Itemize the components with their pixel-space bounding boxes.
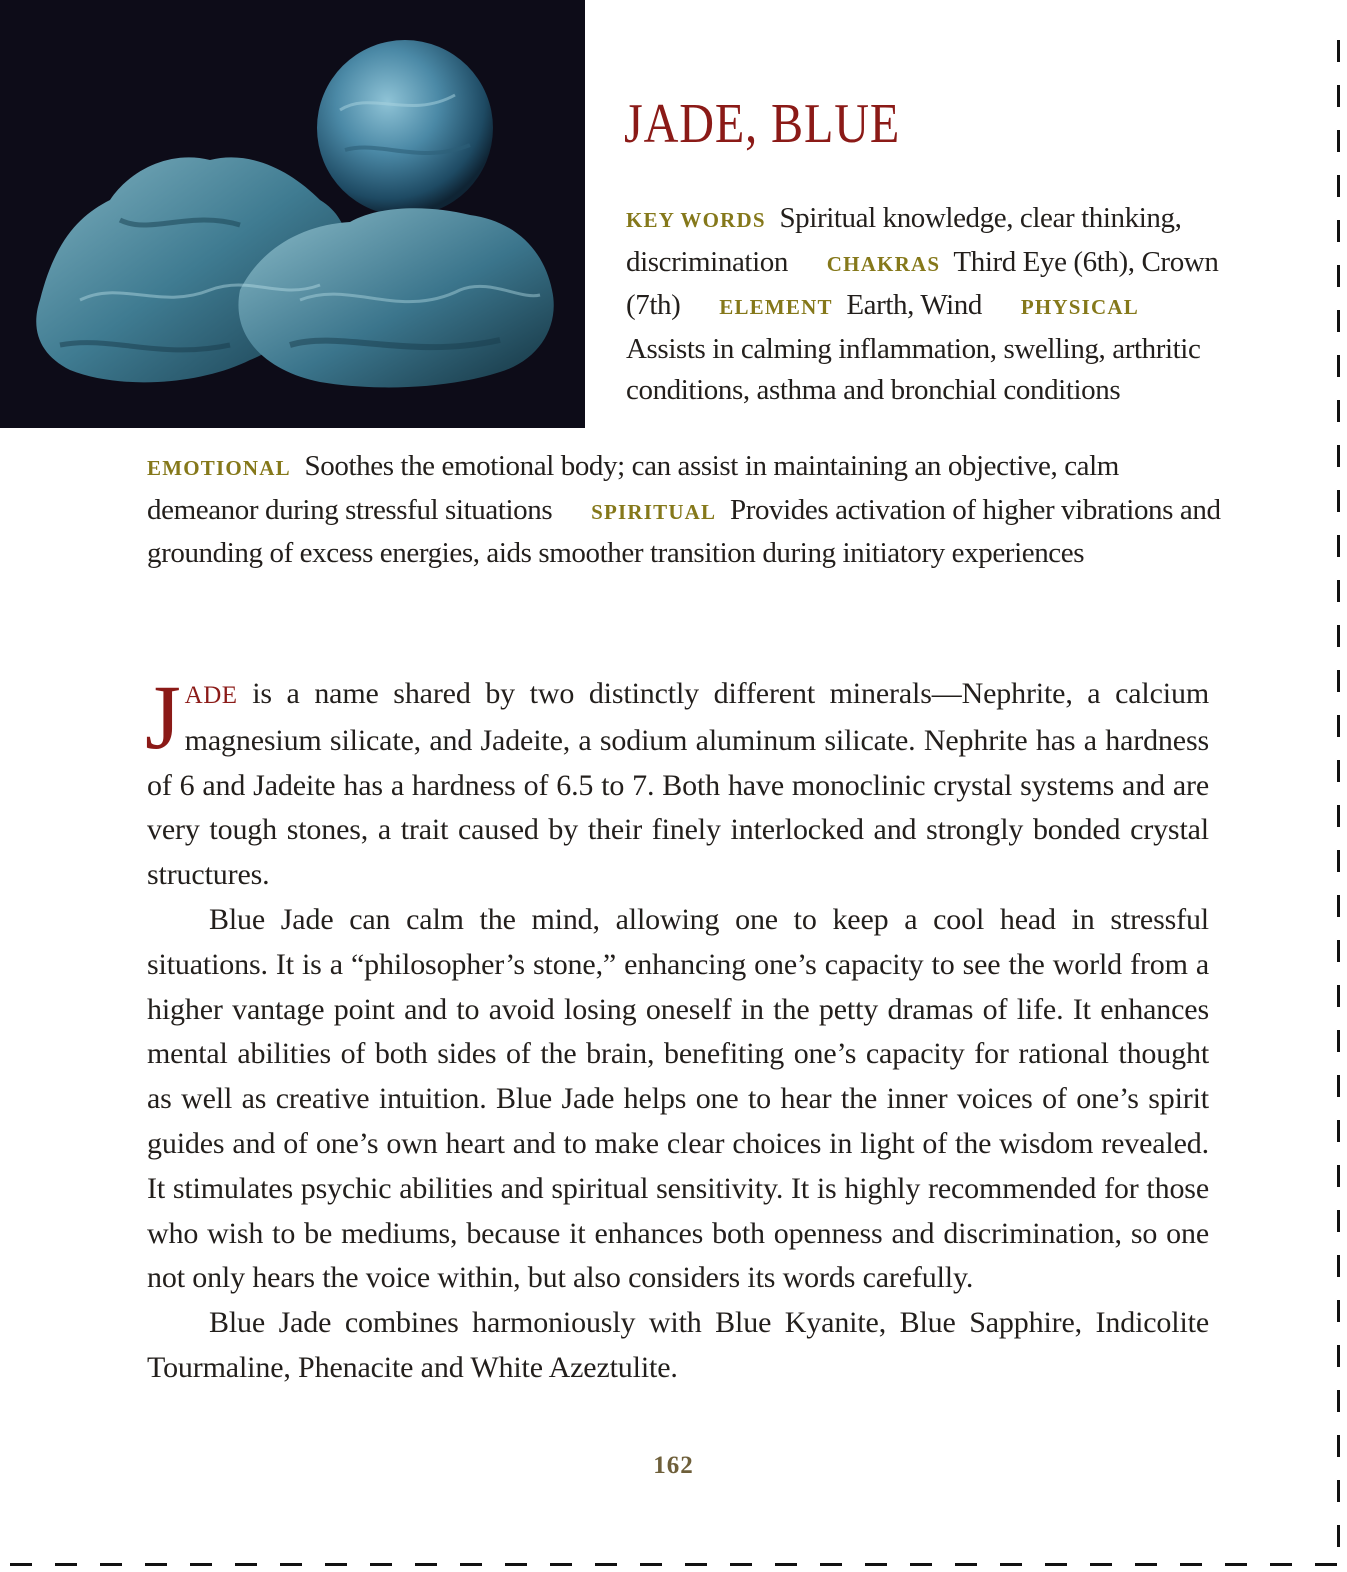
crop-mark — [1337, 40, 1340, 62]
emotional-value: Soothes the emotional body; can assist in maintaining an objective, calm demeanor during stressful situations — [147, 450, 1119, 526]
crop-mark — [1337, 985, 1340, 1007]
crop-mark — [910, 1563, 932, 1566]
crop-mark — [775, 1563, 797, 1566]
paragraph-1 — [145, 666, 1209, 898]
crop-marks-bottom — [0, 1557, 1347, 1572]
body-text — [145, 666, 1209, 1391]
crop-mark — [100, 1563, 122, 1566]
crop-mark — [145, 1563, 167, 1566]
drop-cap: J — [145, 666, 181, 768]
crop-mark — [1337, 850, 1340, 872]
crop-mark — [235, 1563, 257, 1566]
crop-mark — [1337, 490, 1340, 512]
jade-sphere — [317, 40, 493, 216]
crop-mark — [1315, 1563, 1337, 1566]
crop-mark — [1337, 1210, 1340, 1232]
crop-mark — [865, 1563, 887, 1566]
element-value: Earth, Wind — [846, 289, 983, 322]
crop-mark — [1337, 1030, 1340, 1052]
crop-mark — [1337, 85, 1340, 107]
crop-mark — [1180, 1563, 1202, 1566]
crop-mark — [730, 1563, 752, 1566]
crop-mark — [1337, 670, 1340, 692]
crop-mark — [1135, 1563, 1157, 1566]
crop-mark — [1337, 535, 1340, 557]
crop-mark — [1337, 715, 1340, 737]
crop-mark — [1090, 1563, 1112, 1566]
blue-jade-photo — [0, 0, 585, 428]
crop-mark — [550, 1563, 572, 1566]
crop-mark — [1337, 940, 1340, 962]
crop-mark — [370, 1563, 392, 1566]
crop-mark — [1337, 1075, 1340, 1097]
crop-mark — [1337, 130, 1340, 152]
chakras-value: Third Eye (6th), Crown (7th) — [626, 245, 1219, 322]
emotional-label: EMOTIONAL — [147, 456, 291, 480]
crop-mark — [955, 1563, 977, 1566]
crop-mark — [505, 1563, 527, 1566]
crop-mark — [1337, 265, 1340, 287]
crop-mark — [460, 1563, 482, 1566]
crop-mark — [55, 1563, 77, 1566]
crop-mark — [1337, 310, 1340, 332]
crop-mark — [325, 1563, 347, 1566]
chakras-label: CHAKRAS — [826, 251, 941, 276]
crop-mark — [1337, 400, 1340, 422]
page-number: 162 — [653, 1452, 694, 1479]
attributes-top — [626, 198, 1226, 412]
crop-mark — [1337, 175, 1340, 197]
crop-mark — [1045, 1563, 1067, 1566]
crop-mark — [1000, 1563, 1022, 1566]
crop-mark — [190, 1563, 212, 1566]
spiritual-label: SPIRITUAL — [591, 499, 717, 524]
crop-mark — [820, 1563, 842, 1566]
spiritual-value: Provides activation of higher vibrations and grounding of excess energies, aids smoother transition during initiatory experiences — [147, 493, 1221, 570]
key-words-label: KEY WORDS — [626, 208, 766, 232]
crop-mark — [1225, 1563, 1247, 1566]
physical-label: PHYSICAL — [1020, 295, 1139, 320]
crop-mark — [1337, 1120, 1340, 1142]
crop-mark — [1337, 1345, 1340, 1367]
first-word: ADE — [184, 682, 238, 709]
paragraph-2: Blue Jade can calm the mind, allowing one to keep a cool head in stressful situations. It is a “philosopher’s stone,” enhancing one’s capacity to see the world from a higher vantage point and to avoid losing oneself in the petty dramas of life. It enhances mental abilities of both sides of the brain, benefiting one’s capacity for rational thought as well as creative intuition. Blue Jade helps one to hear the inner voices of one’s spirit guides and of one’s own heart and to make clear choices in light of the wisdom revealed. It stimulates psychic abilities and spiritual sensitivity. It is highly recommended for those who wish to be mediums, because it enhances both openness and discrimination, so one not only hears the voice within, but also considers its words carefully. — [147, 902, 1209, 1295]
crop-mark — [415, 1563, 437, 1566]
element-label: ELEMENT — [719, 295, 833, 320]
crop-mark — [640, 1563, 662, 1566]
crop-mark — [1337, 625, 1340, 647]
crop-mark — [1337, 760, 1340, 782]
crop-mark — [1337, 1300, 1340, 1322]
crop-mark — [280, 1563, 302, 1566]
key-words-value: Spiritual knowledge, clear thinking, discrimination — [626, 202, 1182, 278]
crop-mark — [1337, 580, 1340, 602]
crop-mark — [1270, 1563, 1292, 1566]
crop-mark — [595, 1563, 617, 1566]
crop-mark — [1337, 220, 1340, 242]
crop-mark — [1337, 895, 1340, 917]
crop-mark — [1337, 1525, 1340, 1547]
crop-mark — [1337, 1165, 1340, 1187]
crop-mark — [1337, 1435, 1340, 1457]
crop-mark — [1337, 805, 1340, 827]
crop-mark — [685, 1563, 707, 1566]
crop-marks-right — [1334, 0, 1347, 1572]
crop-mark — [1337, 1480, 1340, 1502]
crop-mark — [10, 1563, 32, 1566]
paragraph-1-text: is a name shared by two distinctly different minerals—Nephrite, a calcium magnesium silicate, and Jadeite, a sodium aluminum silicate. Nephrite has a hardness of 6 and Jadeite has a hardness of 6.5 to 7. Both have monoclinic crystal systems and are very tough stones, a trait caused by their finely interlocked and strongly bonded crystal structures. — [147, 677, 1209, 892]
crop-mark — [1337, 445, 1340, 467]
crop-mark — [1337, 355, 1340, 377]
crop-mark — [1337, 1390, 1340, 1412]
paragraph-3: Blue Jade combines harmoniously with Blue Kyanite, Blue Sapphire, Indicolite Tourmaline, Phenacite and White Azeztulite. — [147, 1306, 1209, 1384]
attributes-bottom — [147, 446, 1227, 575]
crop-mark — [1337, 1255, 1340, 1277]
stone-title: JADE, BLUE — [624, 93, 901, 155]
physical-value: Assists in calming inflammation, swelling, arthritic conditions, asthma and bronchial conditions — [626, 332, 1201, 407]
